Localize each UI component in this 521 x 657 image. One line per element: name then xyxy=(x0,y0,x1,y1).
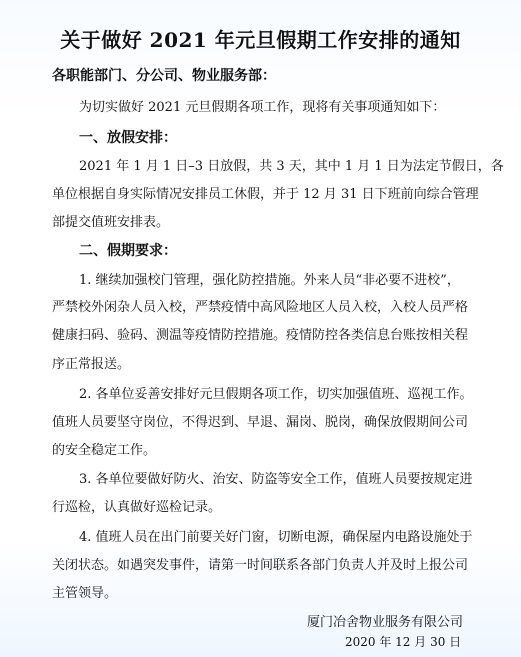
signature-company: 厦门冶舍物业服务有限公司 xyxy=(306,615,463,630)
item3-line: 行巡检，认真做好巡检记录。 xyxy=(52,500,222,515)
item1-line: 序正常报送。 xyxy=(52,357,131,372)
section1-line: 2021 年 1 月 1 日–3 日放假，共 3 天，其中 1 月 1 日为法定节假日，各 xyxy=(79,159,504,174)
section1-line: 单位根据自身实际情况安排员工休假，并于 12 月 31 日下班前向综合管理 xyxy=(52,187,479,202)
item2-line: 值班人员要坚守岗位，不得迟到、早退、漏岗、脱岗，确保放假期间公司 xyxy=(52,415,469,430)
item1-line: 1. 继续加强校门管理，强化防控措施。外来人员“非必要不进校”， xyxy=(79,273,460,288)
section2-heading: 二、假期要求： xyxy=(79,243,177,259)
section1-line: 部提交值班安排表。 xyxy=(52,215,170,230)
item4-line: 4. 值班人员在出门前要关好门窗，切断电源，确保屋内电路设施处于 xyxy=(79,530,473,545)
item1-line: 严禁校外闲杂人员入校，严禁疫情中高风险地区人员入校，入校人员严格 xyxy=(52,300,469,315)
item1-line: 健康扫码、验码、测温等疫情防控措施。疫情防控各类信息台账按相关程 xyxy=(52,328,469,343)
item4-line: 关闭状态。如遇突发事件，请第一时间联系各部门负责人并及时上报公司 xyxy=(52,558,469,573)
signature-date: 2020 年 12 月 30 日 xyxy=(345,635,462,649)
salutation: 各职能部门、分公司、物业服务部： xyxy=(52,68,276,84)
document-title: 关于做好 2021 年元旦假期工作安排的通知 xyxy=(60,28,461,52)
intro-paragraph: 为切实做好 2021 元旦假期各项工作，现将有关事项通知如下： xyxy=(79,100,446,115)
item2-line: 2. 各单位妥善安排好元旦假期各项工作，切实加强值班、巡视工作。 xyxy=(79,387,473,402)
item3-line: 3. 各单位要做好防火、治安、防盗等安全工作，值班人员要按规定进 xyxy=(79,472,473,487)
item2-line: 的安全稳定工作。 xyxy=(52,443,157,458)
section1-heading: 一、放假安排： xyxy=(79,130,177,146)
item4-line: 主管领导。 xyxy=(52,586,118,601)
